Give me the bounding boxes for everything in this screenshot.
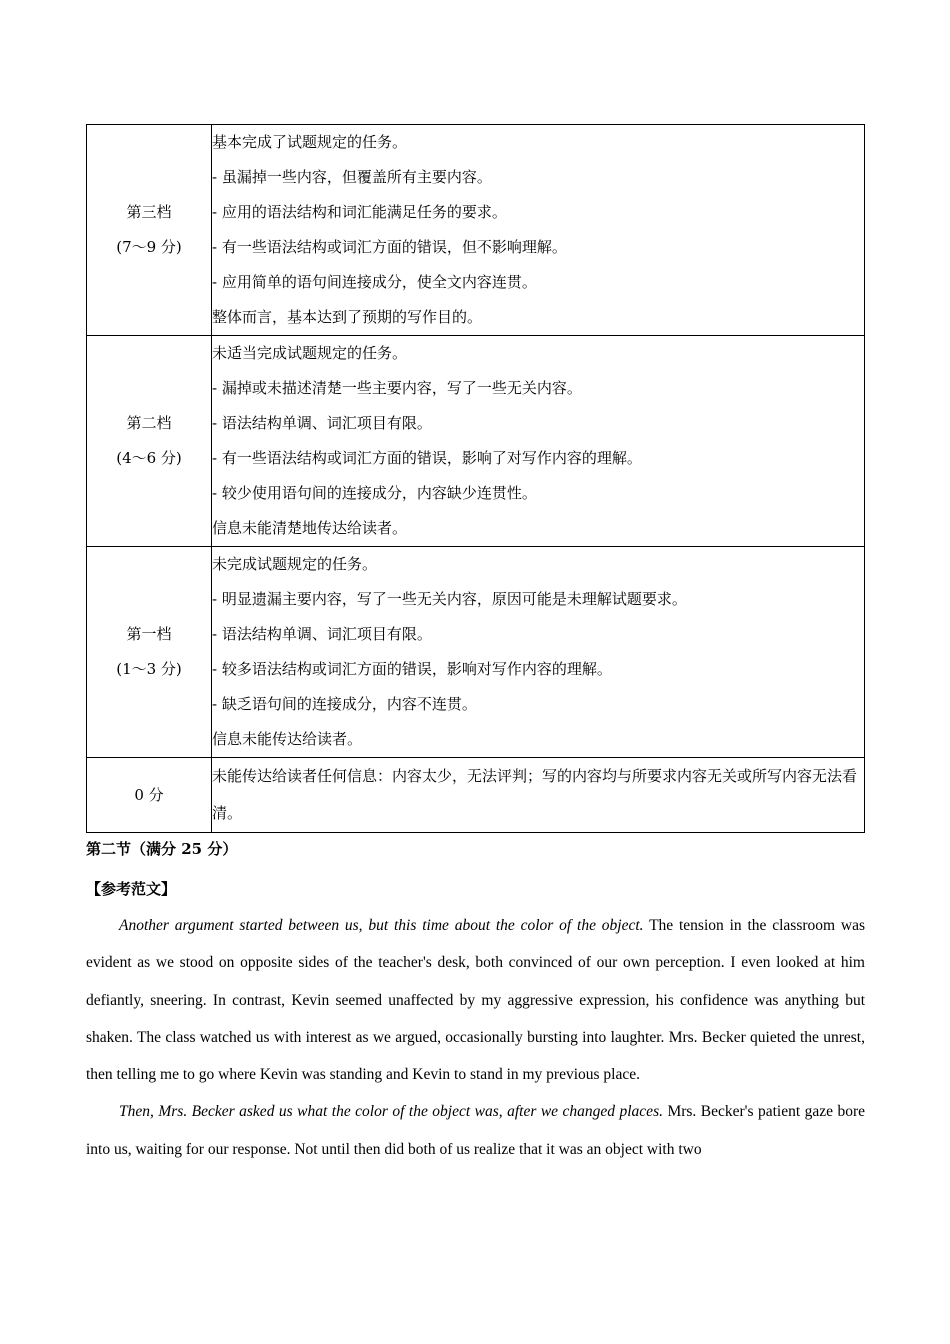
paragraph-body: Mrs. Becker's patient gaze bore into us, waiting for our response. Not until then did both of us realize that it was an object with two <box>86 1103 865 1158</box>
rubric-line: 信息未能传达给读者。 <box>212 730 363 748</box>
rubric-level-cell <box>87 758 212 833</box>
rubric-level-name: 0 分 <box>134 785 164 804</box>
rubric-line: - 虽漏掉一些内容，但覆盖所有主要内容。 <box>212 168 492 186</box>
reference-essay <box>86 907 865 1168</box>
document-page <box>86 124 865 1168</box>
rubric-line: - 应用的语法结构和词汇能满足任务的要求。 <box>212 203 507 221</box>
rubric-description-cell <box>212 547 865 758</box>
reference-essay-title: 【参考范文】 <box>86 880 177 898</box>
essay-paragraph-1 <box>86 907 865 1093</box>
essay-paragraph-2 <box>86 1093 865 1168</box>
rubric-row-level-3 <box>87 125 865 336</box>
rubric-line: - 缺乏语句间的连接成分，内容不连贯。 <box>212 695 477 713</box>
rubric-level-name: 第二档 <box>126 414 172 432</box>
rubric-level-name: 第一档 <box>126 625 172 643</box>
rubric-line: - 有一些语法结构或词汇方面的错误，但不影响理解。 <box>212 238 567 256</box>
scoring-rubric-table <box>86 124 865 833</box>
rubric-line: - 较少使用语句间的连接成分，内容缺少连贯性。 <box>212 484 537 502</box>
rubric-line: - 漏掉或未描述清楚一些主要内容，写了一些无关内容。 <box>212 379 582 397</box>
rubric-line: - 语法结构单调、词汇项目有限。 <box>212 625 432 643</box>
rubric-line: 未适当完成试题规定的任务。 <box>212 344 408 362</box>
paragraph-body: The tension in the classroom was evident as we stood on opposite sides of the teacher's desk, both convinced of our own perception. I even looked at him defiantly, sneering. In contrast, Kevin seemed unaffected by my aggressive expression, his confidence was anything but shaken. The class watched us with interest as we argued, occasionally bursting into laughter. Mrs. Becker quieted the unrest, then telling me to go where Kevin was standing and Kevin to stand in my previous place. <box>86 917 865 1084</box>
rubric-level-score: (1～3 分) <box>116 660 182 678</box>
section-title: 第二节（满分 25 分） <box>86 840 238 858</box>
rubric-row-level-1 <box>87 547 865 758</box>
rubric-level-name: 第三档 <box>126 203 172 221</box>
rubric-line: - 有一些语法结构或词汇方面的错误，影响了对写作内容的理解。 <box>212 449 642 467</box>
rubric-level-cell <box>87 547 212 758</box>
rubric-description-cell <box>212 125 865 336</box>
rubric-line: 信息未能清楚地传达给读者。 <box>212 519 408 537</box>
rubric-line: - 较多语法结构或词汇方面的错误，影响对写作内容的理解。 <box>212 660 612 678</box>
rubric-line: - 语法结构单调、词汇项目有限。 <box>212 414 432 432</box>
rubric-level-cell <box>87 125 212 336</box>
rubric-line: - 应用简单的语句间连接成分，使全文内容连贯。 <box>212 273 537 291</box>
rubric-level-score: (7～9 分) <box>116 238 182 256</box>
rubric-line: 整体而言，基本达到了预期的写作目的。 <box>212 308 483 326</box>
rubric-row-zero <box>87 758 865 833</box>
rubric-row-level-2 <box>87 336 865 547</box>
rubric-level-cell <box>87 336 212 547</box>
rubric-level-score: (4～6 分) <box>116 449 182 467</box>
rubric-line: 未完成试题规定的任务。 <box>212 555 378 573</box>
rubric-description-cell <box>212 758 865 833</box>
rubric-description-cell <box>212 336 865 547</box>
paragraph-opening-sentence: Another argument started between us, but this time about the color of the object. <box>119 917 644 934</box>
paragraph-opening-sentence: Then, Mrs. Becker asked us what the color of the object was, after we changed places. <box>119 1103 663 1121</box>
rubric-line: 未能传达给读者任何信息：内容太少，无法评判；写的内容均与所要求内容无关或所写内容无法看清。 <box>212 767 858 822</box>
rubric-line: - 明显遗漏主要内容，写了一些无关内容，原因可能是未理解试题要求。 <box>212 590 687 608</box>
rubric-line: 基本完成了试题规定的任务。 <box>212 133 408 151</box>
